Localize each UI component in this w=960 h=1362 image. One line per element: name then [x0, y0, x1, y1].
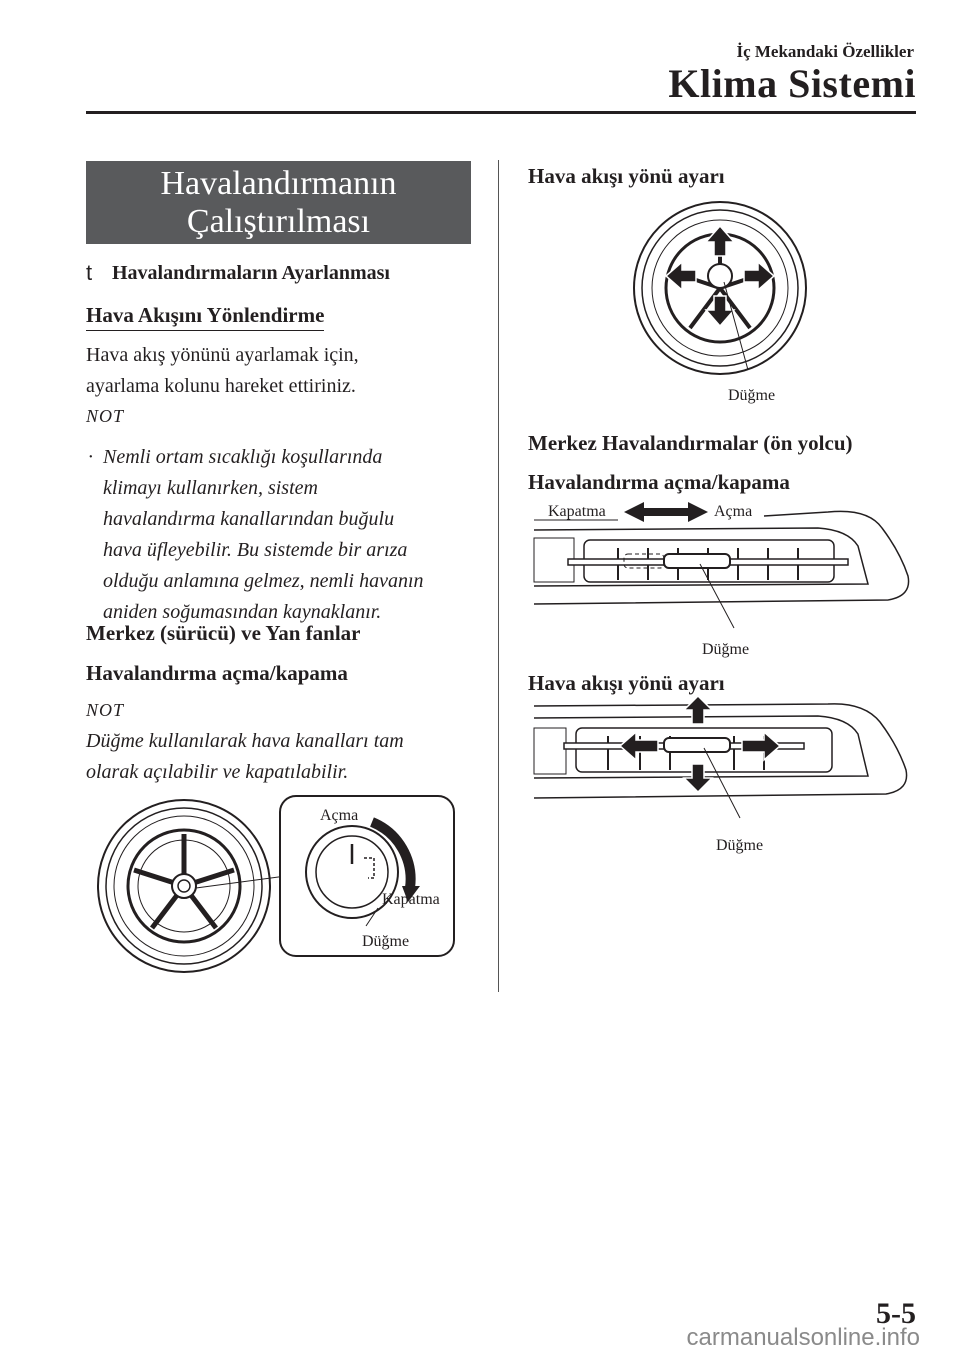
- heading-center-vents: Merkez Havalandırmalar (ön yolcu): [528, 431, 853, 455]
- double-arrow-icon: [624, 502, 708, 522]
- arrow-down-icon: [684, 764, 712, 792]
- fig-label-knob: Düğme: [728, 387, 776, 404]
- heading-direction: Hava akışı yönü ayarı: [528, 164, 725, 188]
- section-title: Klima Sistemi: [668, 61, 916, 106]
- vent-round-figure: [96, 790, 466, 990]
- note-line: Nemli ortam sıcaklığı koşullarında: [103, 446, 383, 468]
- sub-heading-text: Hava Akışını Yönlendirme: [86, 303, 324, 331]
- heading-open-close: Havalandırma açma/kapama: [86, 661, 348, 685]
- fig-label-knob: Düğme: [702, 641, 750, 658]
- note-line: klimayı kullanırken, sistem: [103, 477, 318, 499]
- header-rule: [86, 111, 916, 114]
- bullet-heading: Havalandırmaların Ayarlanması: [112, 262, 390, 284]
- heading-open-close-right: Havalandırma açma/kapama: [528, 470, 790, 494]
- slide-knob: [664, 738, 730, 752]
- note-line: aniden soğumasından kaynaklanır.: [103, 601, 382, 623]
- paragraph-line: ayarlama kolunu hareket ettiriniz.: [86, 375, 356, 397]
- note-line: hava üfleyebilir. Bu sistemde bir arıza: [103, 539, 408, 561]
- slot-vent-direction-figure: [528, 694, 920, 860]
- page-number: 5-5: [876, 1297, 916, 1330]
- section-title-line1: Havalandırmanın: [160, 165, 397, 202]
- note-label: NOT: [86, 406, 125, 426]
- section-title-box: [86, 161, 471, 244]
- heading-merkez: Merkez (sürücü) ve Yan fanlar: [86, 621, 361, 645]
- chapter-label: İç Mekandaki Özellikler: [736, 42, 914, 61]
- sub-heading: [86, 303, 324, 328]
- heading-direction-2: Hava akışı yönü ayarı: [528, 671, 725, 695]
- slide-knob: [664, 554, 730, 568]
- watermark: carmanualsonline.info: [686, 1324, 920, 1351]
- note2-label: NOT: [86, 700, 125, 720]
- note-line: olduğu anlamına gelmez, nemli havanın: [103, 570, 424, 592]
- fig-label-knob: Düğme: [716, 837, 764, 854]
- note-bullet: ·: [88, 446, 93, 468]
- fig-label-open: Açma: [320, 807, 359, 824]
- fig-label-knob: Düğme: [362, 933, 410, 950]
- fig-label-open: Açma: [714, 503, 753, 520]
- section-title-line2: Çalıştırılması: [186, 203, 371, 240]
- paragraph-line: Hava akış yönünü ayarlamak için,: [86, 344, 359, 366]
- arrow-right-icon: [742, 732, 780, 760]
- note2-line: olarak açılabilir ve kapatılabilir.: [86, 761, 349, 783]
- note-line: havalandırma kanallarından buğulu: [103, 508, 395, 530]
- fig-label-close: Kapatma: [382, 891, 440, 908]
- column-divider: [498, 160, 499, 992]
- note-text: [103, 442, 424, 628]
- slot-vent-open-close-figure: [528, 500, 920, 660]
- bullet-marker: t: [86, 260, 93, 285]
- arrow-up-icon: [684, 696, 712, 724]
- vent-direction-figure: [620, 200, 820, 410]
- note2-text: [86, 726, 404, 788]
- paragraph: [86, 340, 359, 402]
- note2-line: Düğme kullanılarak hava kanalları tam: [86, 730, 404, 752]
- fig-label-close: Kapatma: [548, 503, 606, 520]
